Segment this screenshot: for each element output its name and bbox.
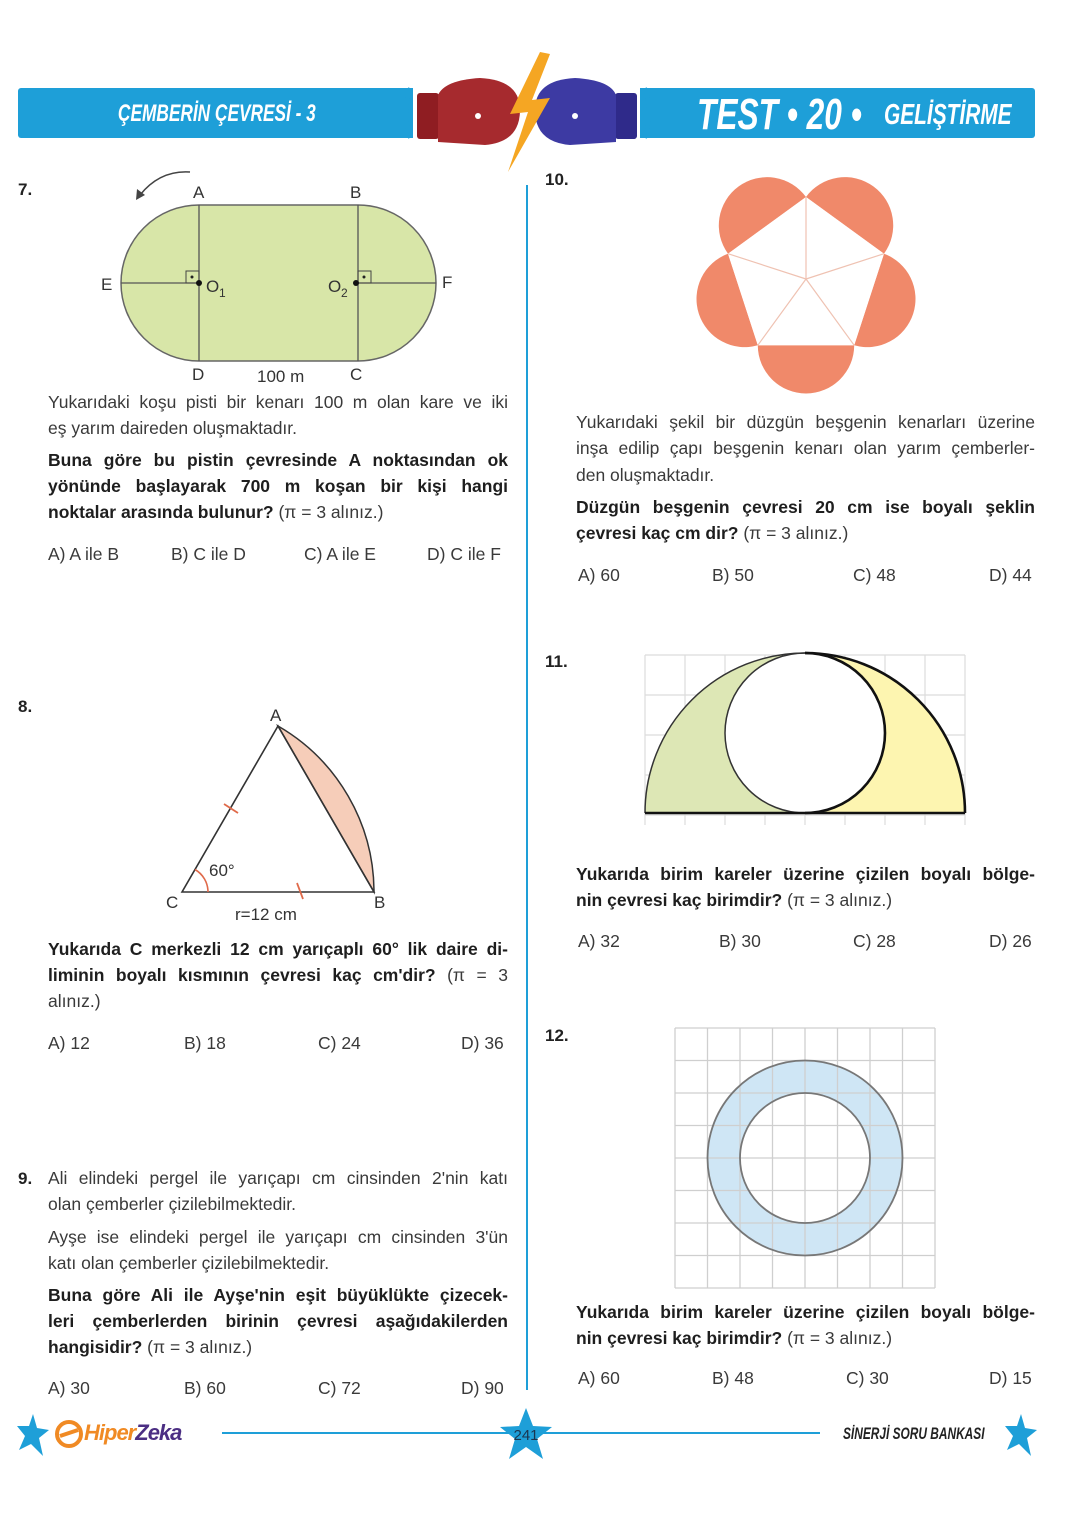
q10-option-d[interactable]: D) 44	[989, 565, 1032, 585]
question-11-number: 11.	[545, 652, 568, 671]
topic-title: ÇEMBERİN ÇEVRESİ - 3	[118, 100, 316, 127]
footer-star-right-icon	[1003, 1412, 1039, 1458]
q12-option-b[interactable]: B) 48	[712, 1368, 754, 1388]
label-O1: O	[206, 277, 220, 296]
q8-question-line: Yukarıda C merkezli 12 cm yarıçaplı 60° lik daire di-	[48, 939, 508, 959]
svg-text:1: 1	[219, 286, 226, 300]
q10-text-line: inşa edilip çapı beşgenin kenarı olan yarım çemberler-	[576, 438, 1035, 458]
q11-option-c[interactable]: C) 28	[853, 931, 896, 951]
q7-option-a[interactable]: A) A ile B	[48, 544, 120, 564]
q9-text-line: olan çemberler çizilebilmektedir.	[48, 1194, 297, 1214]
q9-option-b[interactable]: B) 60	[184, 1378, 226, 1398]
question-8-number: 8.	[18, 697, 33, 716]
label-A: A	[193, 183, 205, 202]
q11-question-line: Yukarıda birim kareler üzerine çizilen boyalı bölge-	[576, 864, 1035, 884]
q11-option-a[interactable]: A) 32	[578, 931, 620, 951]
series-name: SİNERJİ SORU BANKASI	[843, 1424, 985, 1443]
q10-text-line: Yukarıdaki şekil bir düzgün beşgenin kenarları üzerine	[576, 412, 1035, 432]
q7-question-line: yönünde başlayarak 700 m koşan bir kişi hangi	[48, 476, 508, 496]
q12-option-d[interactable]: D) 15	[989, 1368, 1032, 1388]
q8-option-b[interactable]: B) 18	[184, 1033, 226, 1053]
q7-option-b[interactable]: B) C ile D	[171, 544, 246, 564]
q9-question-line: hangisidir? (π = 3 alınız.)	[48, 1337, 253, 1357]
question-9-number: 9.	[18, 1169, 33, 1188]
q10-question-line: çevresi kaç cm dir? (π = 3 alınız.)	[576, 523, 849, 543]
q8-option-a[interactable]: A) 12	[48, 1033, 90, 1053]
q11-question-line: nin çevresi kaç birimdir? (π = 3 alınız.)	[576, 890, 893, 910]
label-E: E	[101, 275, 113, 294]
q9-text-line: Ayşe ise elindeki pergel ile yarıçapı cm cinsinden 3'ün	[48, 1227, 508, 1247]
q10-option-b[interactable]: B) 50	[712, 565, 754, 585]
label-B: B	[350, 183, 362, 202]
q7-question-line: noktalar arasında bulunur? (π = 3 alınız.)	[48, 502, 384, 522]
q9-option-d[interactable]: D) 90	[461, 1378, 504, 1398]
q9-question-line: leri çemberlerden birinin çevresi aşağıdakilerden	[48, 1311, 508, 1331]
label-B: B	[374, 893, 386, 912]
q7-option-d[interactable]: D) C ile F	[427, 544, 501, 564]
hiperzeka-logo: HiperZeka	[84, 1420, 182, 1445]
label-C: C	[350, 365, 363, 384]
question-10-number: 10.	[545, 170, 569, 189]
label-100m: 100 m	[257, 367, 305, 386]
q10-question-line: Düzgün beşgenin çevresi 20 cm ise boyalı şeklin	[576, 497, 1035, 517]
q10-option-c[interactable]: C) 48	[853, 565, 896, 585]
q9-text-line: Ali elindeki pergel ile yarıçapı cm cinsinden 2'nin katı	[48, 1168, 508, 1188]
label-radius: r=12 cm	[235, 905, 297, 924]
q7-text-line: eş yarım daireden oluşmaktadır.	[48, 418, 298, 438]
q8-option-d[interactable]: D) 36	[461, 1033, 504, 1053]
q11-option-d[interactable]: D) 26	[989, 931, 1032, 951]
q7-question-line: Buna göre bu pistin çevresinde A noktasından ok	[48, 450, 508, 470]
q7-text-line: Yukarıdaki koşu pisti bir kenarı 100 m olan kare ve iki	[48, 392, 508, 412]
svg-text:2: 2	[341, 286, 348, 300]
q8-option-c[interactable]: C) 24	[318, 1033, 361, 1053]
q10-text-line: den oluşmaktadır.	[576, 465, 715, 485]
q10-option-a[interactable]: A) 60	[578, 565, 620, 585]
q12-option-c[interactable]: C) 30	[846, 1368, 889, 1388]
label-D: D	[192, 365, 205, 384]
q9-option-a[interactable]: A) 30	[48, 1378, 90, 1398]
q12-question-line: nin çevresi kaç birimdir? (π = 3 alınız.)	[576, 1328, 893, 1348]
question-12-number: 12.	[545, 1026, 569, 1045]
label-angle: 60°	[209, 861, 235, 880]
q12-option-a[interactable]: A) 60	[578, 1368, 620, 1388]
q12-question-line: Yukarıda birim kareler üzerine çizilen boyalı bölge-	[576, 1302, 1035, 1322]
label-C: C	[166, 893, 179, 912]
label-F: F	[442, 273, 453, 292]
label-O2: O	[328, 277, 342, 296]
q11-option-b[interactable]: B) 30	[719, 931, 761, 951]
question-7-number: 7.	[18, 180, 33, 199]
q7-option-c[interactable]: C) A ile E	[304, 544, 376, 564]
q8-note-line: alınız.)	[48, 991, 101, 1011]
footer-star-left-icon	[15, 1412, 51, 1458]
q9-question-line: Buna göre Ali ile Ayşe'nin eşit büyüklükte çizecek-	[48, 1285, 508, 1305]
test-level: GELİŞTİRME	[884, 99, 1012, 131]
q8-question-line: liminin boyalı kısmının çevresi kaç cm'dir? (π = 3	[48, 965, 508, 985]
q9-option-c[interactable]: C) 72	[318, 1378, 361, 1398]
hiperzeka-logo-icon	[54, 1414, 84, 1454]
page-number: 241	[513, 1427, 539, 1444]
test-number: TEST • 20 •	[697, 90, 862, 139]
label-A: A	[270, 706, 282, 725]
q9-text-line: katı olan çemberler çizilebilmektedir.	[48, 1253, 330, 1273]
